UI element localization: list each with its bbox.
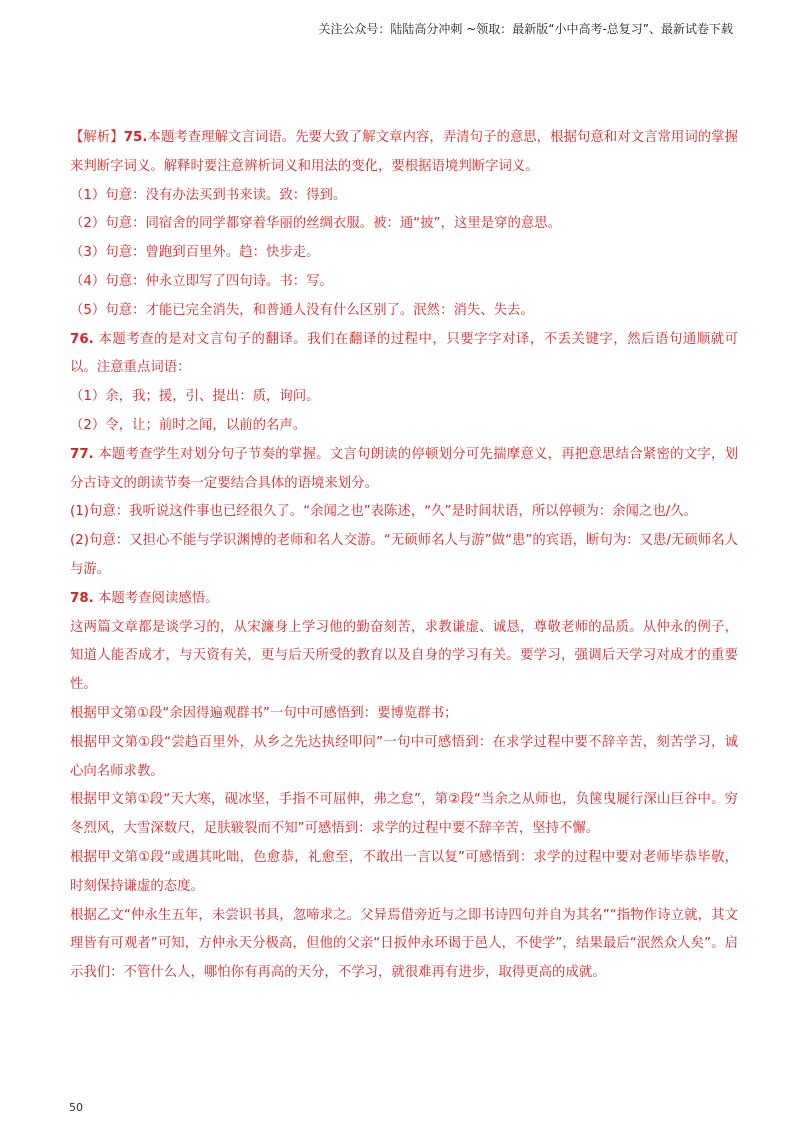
q75-item: （4）句意：仲永立即写了四句诗。书：写。 [70, 273, 333, 289]
answer-content [70, 124, 738, 988]
q76-intro-text: 本题考查的是对文言句子的翻译。我们在翻译的过程中，只要字字对译，不丢关键字，然后语句通顺就可以。注意重点词语： [70, 331, 738, 376]
q77-number: 77. [70, 446, 94, 462]
q75-number: 75. [123, 130, 148, 145]
q75-item: （3）句意：曾跑到百里外。趋：快步走。 [70, 245, 320, 261]
q78-number: 78. [70, 590, 94, 606]
q77-item: (2)句意：又担心不能与学识渊博的老师和名人交游。“无硕师名人与游”做“患”的宾语，断句为：又患/无硕师名人与游。 [70, 533, 738, 577]
q77-intro-text: 本题考查学生对划分句子节奏的掌握。文言句朗读的停顿划分可先揣摩意义，再把意思结合紧密的文字，划分古诗文的朗读节奏一定要结合具体的语境来划分。 [70, 446, 738, 491]
q76-intro [70, 326, 738, 384]
q76-number: 76. [70, 331, 94, 347]
q77-intro [70, 441, 738, 499]
q78-paragraph: 这两篇文章都是谈学习的，从宋濂身上学习他的勤奋刻苦，求教谦虚、诚恳，尊敬老师的品质。从仲永的例子，知道人能否成才，与天资有关，更与后天所受的教育以及自身的学习有关。要学习，强调后天学习对成才的重要性。 [70, 619, 738, 693]
q77-item: (1)句意：我听说这件事也已经很久了。“余闻之也”表陈述，“久”是时间状语，所以停顿为：余闻之也/久。 [70, 504, 698, 520]
q75-item: （2）句意：同宿舍的同学都穿着华丽的丝绸衣服。被：通“披”，这里是穿的意思。 [70, 216, 562, 232]
q76-item: （1）余，我；援，引、提出：质，询问。 [70, 389, 320, 405]
q78-intro-text: 本题考查阅读感悟。 [98, 590, 219, 606]
q78-paragraph: 根据甲文第①段“天大寒，砚冰坚，手指不可屈伸，弗之怠”，第②段“当余之从师也，负箧曳屣行深山巨谷中。穷冬烈风，大雪深数尺，足肤皲裂而不知”可感悟到：求学的过程中要不辞辛苦，坚持不懈。 [70, 792, 738, 837]
q78-paragraph: 根据乙文“仲永生五年，未尝识书具，忽啼求之。父异焉借旁近与之即书诗四句并自为其名”“指物作诗立就，其文理皆有可观者”可知，方仲永天分极高，但他的父亲“日扳仲永环谒于邑人，不使学”，结果最后“泯然众人矣”。启示我们：不管什么人，哪怕你有再高的天分，不学习，就很难再有进步，取得更高的成就。 [70, 907, 738, 981]
q78-paragraph: 根据甲文第①段“或遇其叱咄，色愈恭，礼愈至，不敢出一言以复”可感悟到：求学的过程中要对老师毕恭毕敬，时刻保持谦虚的态度。 [70, 849, 738, 894]
analysis-tag: 【解析】 [70, 130, 124, 145]
q75-item: （1）句意：没有办法买到书来读。致：得到。 [70, 187, 347, 203]
page-header: 关注公众号：陆陆高分冲刺 ~领取：最新版“小中高考-总复习”、最新试卷下载 [318, 22, 733, 36]
page-number: 50 [69, 1101, 83, 1114]
q75-item: （5）句意：才能已完全消失，和普通人没有什么区别了。泯然：消失、失去。 [70, 302, 534, 318]
q76-item: （2）令，让；前时之闻，以前的名声。 [70, 417, 307, 433]
q78-intro [70, 585, 738, 614]
q78-paragraph: 根据甲文第①段“余因得遍观群书”一句中可感悟到：要博览群书； [70, 705, 458, 721]
q78-paragraph: 根据甲文第①段“尝趋百里外，从乡之先达执经叩问”一句中可感悟到：在求学过程中要不辞辛苦，刻苦学习，诚心向名师求教。 [70, 734, 738, 779]
q75-intro-text: 本题考查理解文言词语。先要大致了解文章内容，弄清句子的意思，根据句意和对文言常用词的掌握来判断字词义。解释时要注意辨析词义和用法的变化，要根据语境判断字词义。 [70, 130, 739, 174]
q75-intro [70, 124, 738, 182]
